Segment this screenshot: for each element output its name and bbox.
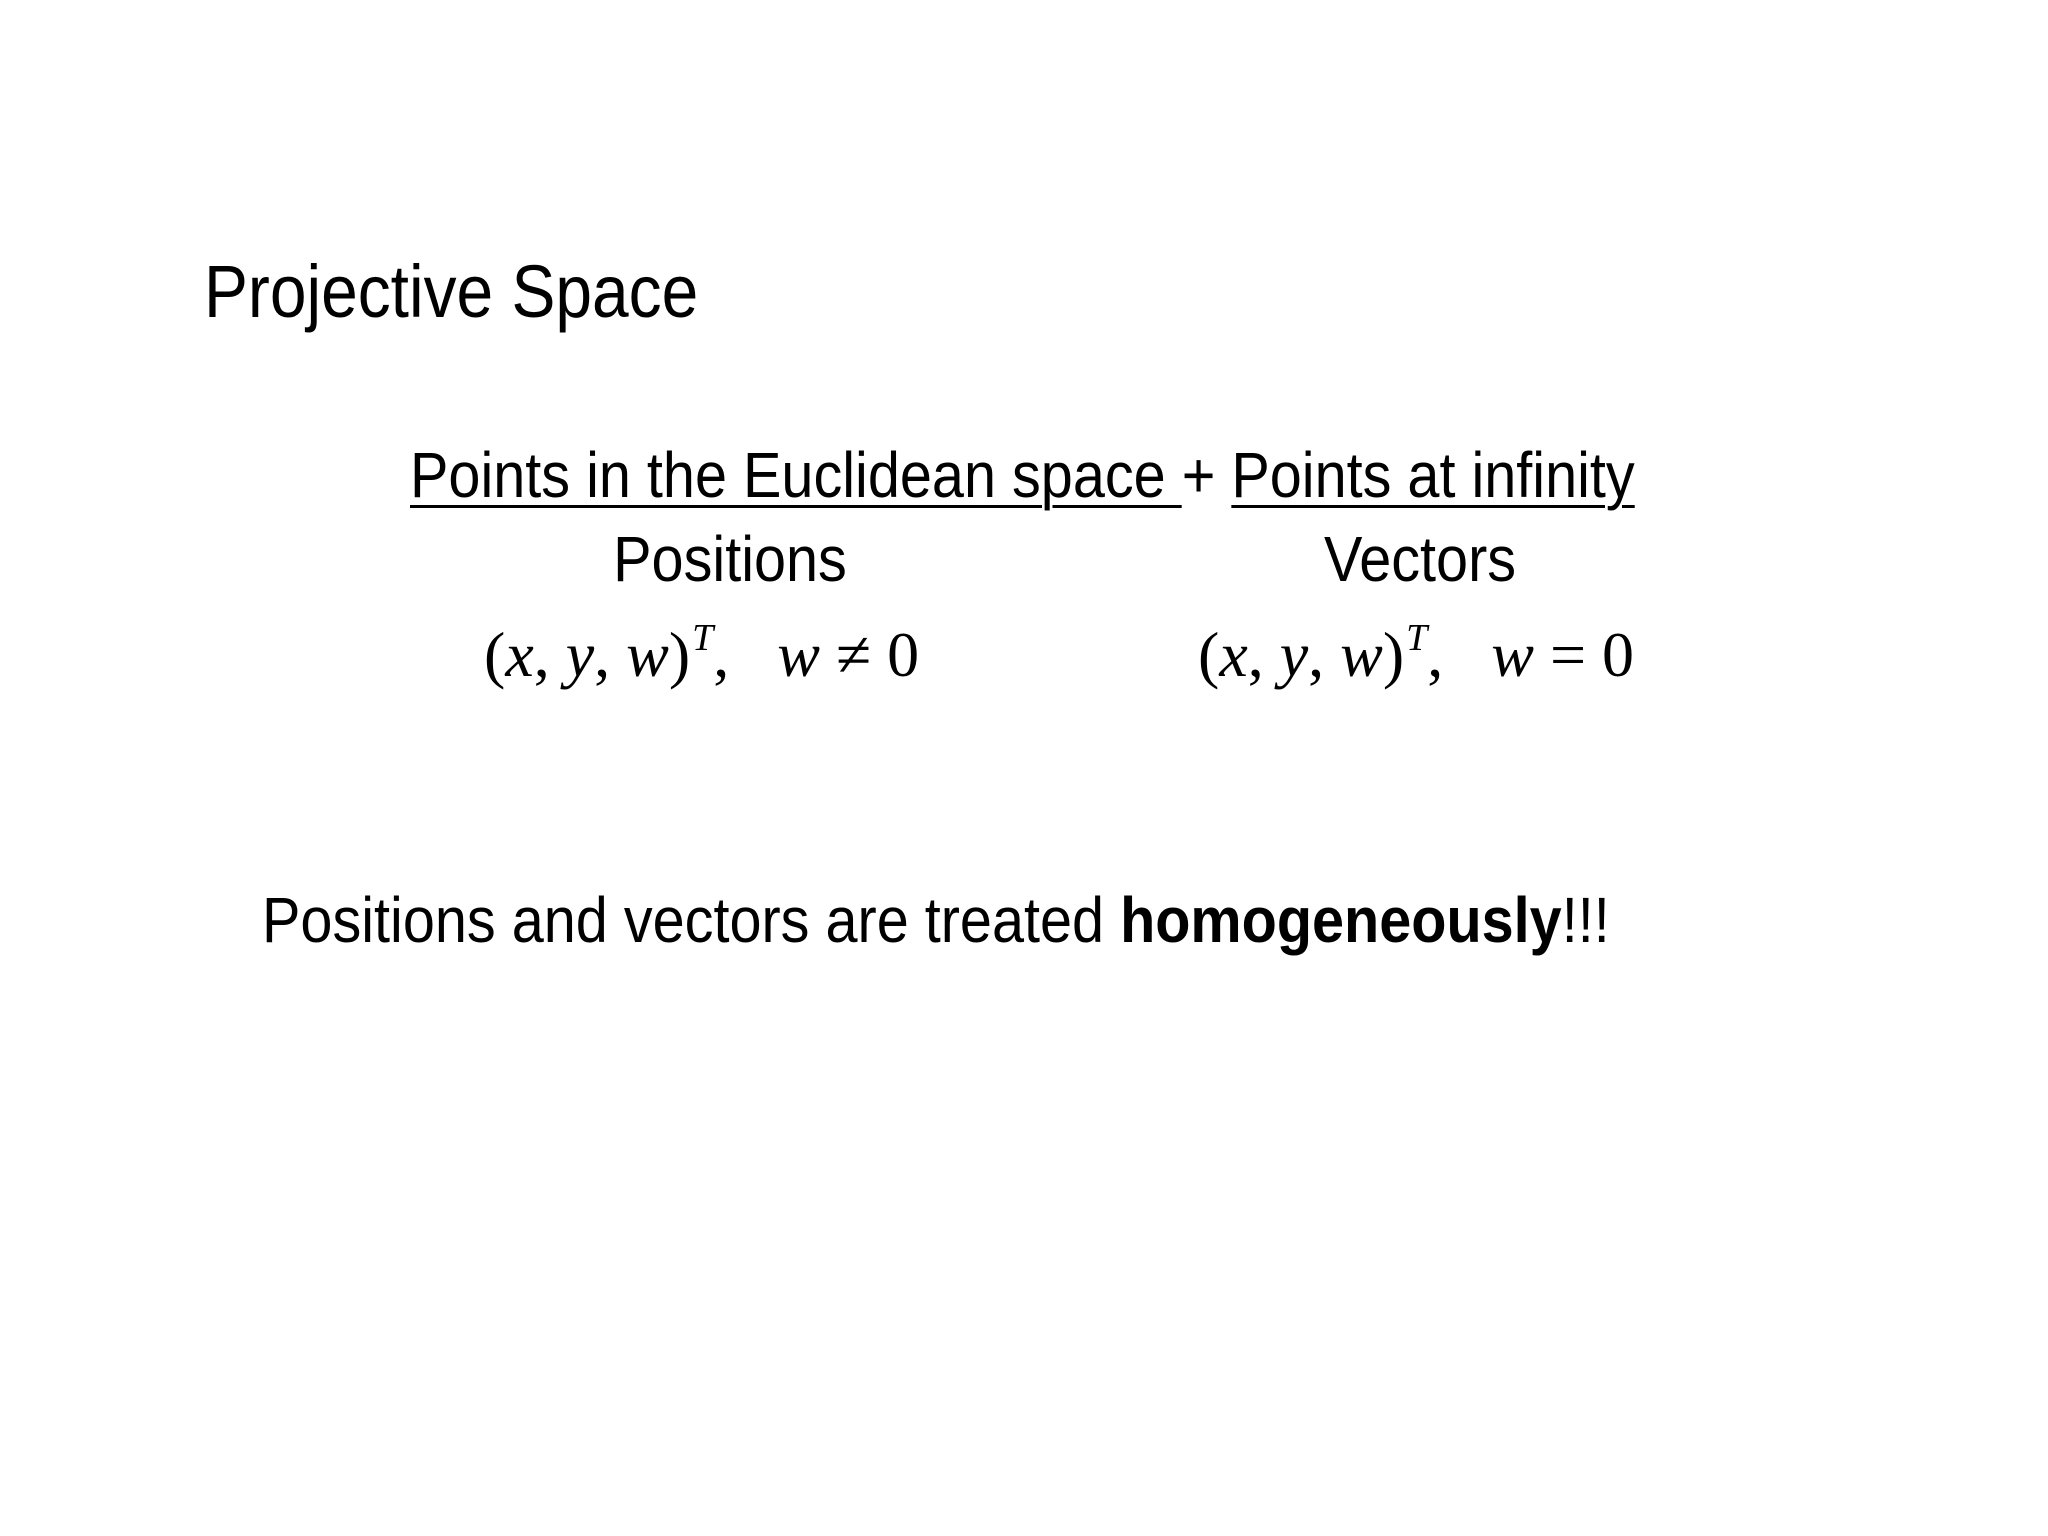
vector-formula — [1198, 617, 1634, 702]
positions-label: Positions — [613, 523, 847, 595]
comma: , — [713, 619, 730, 690]
comma: , — [1427, 619, 1444, 690]
condition-value: 0 — [887, 619, 920, 690]
condition-value: 0 — [1602, 619, 1635, 690]
statement-prefix: Positions and vectors are treated — [262, 884, 1121, 956]
vectors-label: Vectors — [1323, 523, 1517, 595]
points-definition-line — [410, 437, 1635, 513]
separator: , — [1308, 619, 1341, 690]
separator: , — [594, 619, 627, 690]
condition-var-w: w — [1491, 619, 1534, 690]
var-w: w — [626, 619, 669, 690]
transpose-superscript: T — [1406, 617, 1428, 659]
condition-var-w: w — [777, 619, 820, 690]
homogeneous-statement — [262, 882, 1610, 958]
statement-emphasis: homogeneously — [1120, 884, 1562, 956]
var-x: x — [1219, 619, 1248, 690]
var-y: y — [1279, 619, 1309, 690]
separator: , — [533, 619, 566, 690]
not-equal-operator: ≠ — [819, 619, 888, 690]
equal-operator: = — [1533, 619, 1603, 690]
slide-title: Projective Space — [204, 250, 699, 333]
plus-sign: + — [1181, 439, 1232, 511]
var-w: w — [1340, 619, 1383, 690]
points-at-infinity-term: Points at infinity — [1231, 439, 1635, 511]
open-paren: ( — [1198, 619, 1220, 690]
open-paren: ( — [484, 619, 506, 690]
var-y: y — [565, 619, 595, 690]
close-paren: ) — [1382, 619, 1405, 690]
position-formula — [484, 617, 919, 702]
close-paren: ) — [668, 619, 691, 690]
euclidean-points-term: Points in the Euclidean space — [410, 439, 1182, 511]
separator: , — [1247, 619, 1280, 690]
statement-suffix: !!! — [1561, 884, 1610, 956]
transpose-superscript: T — [692, 617, 714, 659]
var-x: x — [505, 619, 534, 690]
